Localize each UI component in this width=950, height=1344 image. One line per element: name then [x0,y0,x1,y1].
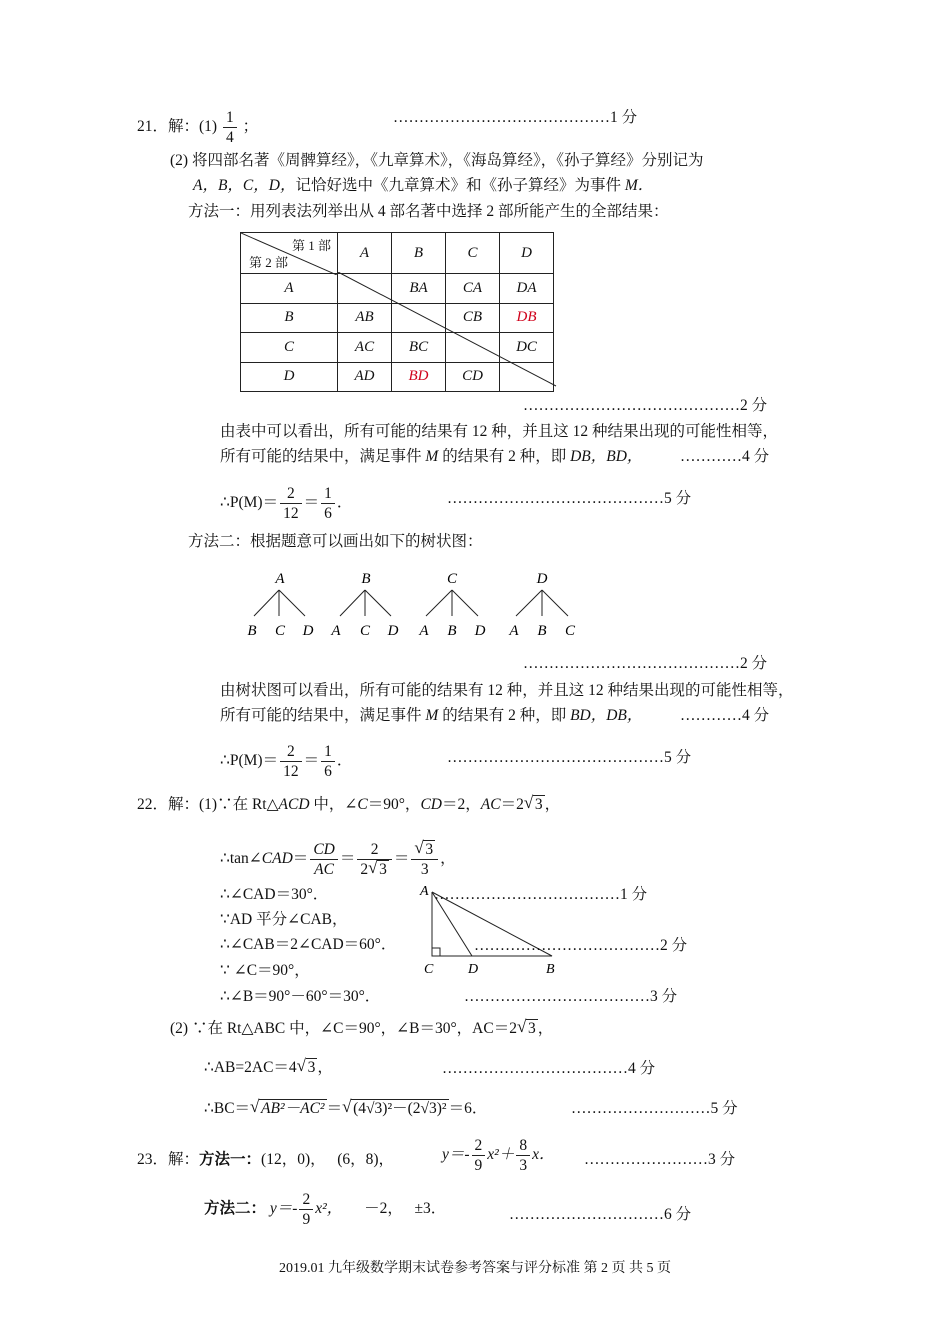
score: ………………………………3 分 [464,988,678,1005]
parabola-formula: y＝- $\frac{2}{9}$ x²＋ $\frac{8}{3}$ x． [442,1137,555,1174]
score: ………………………………4 分 [442,1060,656,1077]
col-header: D [500,233,554,274]
score: …………4 分 [680,448,770,465]
sqrt: √ 3 [523,793,543,813]
probability-formula: ∴P(M)＝ $\frac{2}{12}$ ＝ $\frac{1}{6}$ ． [220,743,353,780]
q22-step: ∴∠CAD＝30°． [220,886,329,903]
score: ………………………………2 分 [474,937,688,954]
vertex-label: D [468,962,479,977]
score: ……………………3 分 [584,1151,736,1168]
tree-root: D [536,571,548,587]
table-cell: BA [392,274,446,304]
tree-root: A [275,571,285,587]
table-cell: CA [446,274,500,304]
q22-step: ∵AD 平分∠CAB， [220,911,348,928]
tree-leaf: C [359,623,371,639]
probability-formula: ∴P(M)＝ $\frac{2}{12}$ ＝ $\frac{1}{6}$ ． [220,485,353,522]
row-header: B [241,303,338,333]
row-header: C [241,333,338,363]
score: ………………………………1 分 [434,886,648,903]
tan-formula: ∴tan∠CAD＝ $\frac{CD}{AC}$ ＝ 2 2 √ 3 ＝ √ 3 3 ， [220,838,456,878]
tree-branch-A [247,571,313,639]
row-header: A [241,274,338,304]
tree-diagram [240,566,600,646]
table-cell: CD [446,362,500,392]
table-cell: CB [446,303,500,333]
score: ……………………………………2 分 [523,397,768,414]
method-one-text: 所有可能的结果中，满足事件 M 的结果有 2 种，即 DB，BD， [220,448,643,465]
page-footer: 2019.01 九年级数学期末试卷参考答案与评分标准 第 2 页 共 5 页 [279,1261,671,1276]
vertex-label: A [420,884,429,899]
q21-part2-line2: A，B，C，D，记恰好选中《九章算术》和《孙子算经》为事件 M． [193,177,654,194]
score: ……………………………………2 分 [523,655,768,672]
table-cell: BC [392,333,446,363]
score: ……………………………………5 分 [447,749,692,766]
tree-leaf: B [247,623,257,639]
score: …………4 分 [680,707,770,724]
method-two-heading: 方法二：根据题意可以画出如下的树状图： [188,533,483,550]
tree-leaf: C [274,623,286,639]
table-cell: AC [338,333,392,363]
col-header: B [392,233,446,274]
score: ……………………………………5 分 [447,490,692,507]
fraction: $\frac{1}{4}$ [223,108,237,147]
bc-formula: ∴BC＝ √ AB²－AC² ＝ √ (4√3)²－(2√3)² ＝6． [204,1097,488,1117]
q23-method2: 方法二： y＝- $\frac{2}{9}$ x²， －2， ±3． [204,1191,447,1228]
table-diagonal-line [338,272,558,392]
q21-number: 21．解：(1) [137,118,218,136]
table-header-diagonal: 第 1 部 第 2 部 [241,233,338,274]
tree-leaf: A [331,623,341,639]
tree-root: B [361,571,371,587]
tree-branch-C [418,571,485,639]
method-one-text: 由表中可以看出，所有可能的结果有 12 种，并且这 12 种结果出现的可能性相等， [220,423,779,440]
tree-leaf: A [419,623,429,639]
tree-root: C [446,571,458,587]
q21-part2-line1: (2) 将四部名著《周髀算经》，《九章算术》，《海岛算经》，《孙子算经》分别记为 [170,152,704,169]
vertex-label: B [546,962,555,977]
col-header: A [338,233,392,274]
q21-line1: 21．解：(1) $\frac{1}{4}$ ； [137,109,259,146]
q22-step: ∵ ∠C＝90°， [220,962,310,979]
table-cell: DA [500,274,554,304]
tree-leaf: D [474,623,486,639]
tree-leaf: B [447,623,457,639]
tree-leaf: C [564,623,576,639]
tree-leaf: A [509,623,519,639]
q22-step: ∴∠CAB＝2∠CAD＝60°． [220,936,397,953]
score: ………………………5 分 [571,1100,738,1117]
row-header: D [241,362,338,392]
table-cell: AD [338,362,392,392]
tree-leaf: D [387,623,399,639]
table-cell-highlight: DB [500,303,554,333]
table-cell: DC [500,333,554,363]
method-two-text: 由树状图可以看出，所有可能的结果有 12 种，并且这 12 种结果出现的可能性相等， [220,682,794,699]
tree-leaf: B [537,623,547,639]
q22-step: ∴∠B＝90°－60°＝30°． [220,988,381,1005]
table-cell-highlight: BD [392,362,446,392]
tree-branch-D [508,571,576,639]
method-one-heading: 方法一：用列表法列举出从 4 部名著中选择 2 部所能产生的全部结果： [188,203,669,220]
q22-part2: (2) ∵在 Rt△ABC 中，∠C＝90°，∠B＝30°，AC＝2 √ 3 ， [170,1017,554,1037]
q22-line1: 22．解：(1)∵在 Rt△ACD 中，∠C＝90°，CD＝2，AC＝2 √ 3 ， [137,793,561,813]
tree-branch-B [330,571,398,639]
score: ……………………………………1 分 [393,109,638,126]
score: …………………………6 分 [509,1206,692,1223]
ab-formula: ∴AB=2AC＝4 √ 3 ， [204,1056,333,1076]
q23-line1: 23．解：方法一：(12，0)， (6，8)， [137,1151,395,1168]
method-two-text: 所有可能的结果中，满足事件 M 的结果有 2 种，即 BD，DB， [220,707,643,724]
col-header: C [446,233,500,274]
tree-leaf: D [302,623,314,639]
vertex-label: C [424,962,434,977]
table-cell: AB [338,303,392,333]
